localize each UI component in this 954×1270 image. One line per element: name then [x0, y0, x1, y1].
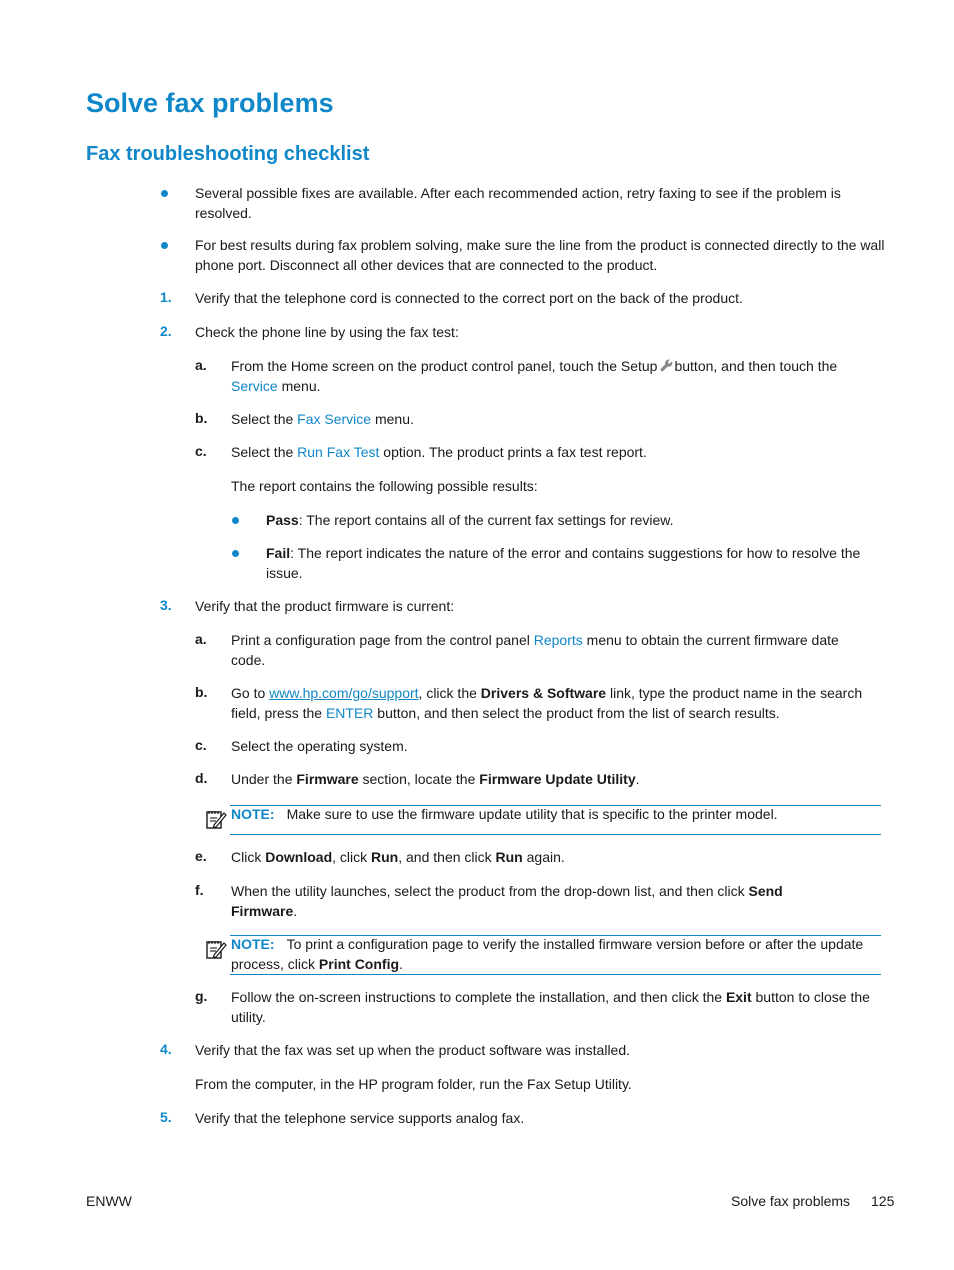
substep-text: Select the operating system. — [231, 738, 408, 754]
text: Select the — [231, 444, 294, 460]
text: menu. — [281, 377, 321, 394]
step-subtext: From the computer, in the HP program folder, run the Fax Setup Utility. — [195, 1076, 632, 1092]
step-text: Check the phone line by using the fax test: — [195, 324, 459, 340]
bold-text: Send Firmware — [231, 883, 783, 919]
substep-letter: e. — [195, 848, 207, 864]
step-number: 1. — [160, 289, 172, 305]
bullet-text: Several possible fixes are available. After each recommended action, retry faxing to see if the problem is resolved. — [195, 185, 841, 221]
text: Print a configuration page from the control panel — [231, 632, 530, 648]
substep-letter: a. — [195, 357, 207, 373]
section-title: Fax troubleshooting checklist — [86, 143, 370, 165]
page-title: Solve fax problems — [86, 88, 334, 118]
note-label: NOTE: — [231, 806, 275, 822]
note-label: NOTE: — [231, 936, 275, 952]
text: button, and then select the product from the list of search results. — [377, 704, 780, 721]
text: option. The product prints a fax test report. — [383, 444, 647, 460]
step-text: Verify that the telephone service supports analog fax. — [195, 1110, 525, 1126]
result-pass — [266, 511, 886, 531]
page-number: 125 — [871, 1193, 895, 1209]
run-fax-test-option: Run Fax Test — [297, 444, 380, 460]
result-fail — [266, 544, 886, 583]
text: : The report contains all of the current fax settings for review. — [298, 512, 674, 528]
substep-letter: a. — [195, 631, 207, 647]
bold-text: Print Config — [318, 955, 400, 972]
substep-letter: f. — [195, 882, 204, 898]
text: To print a configuration page to verify the installed firmware version before or after the update process, click — [231, 936, 864, 972]
text: : The report indicates the nature of the error and contains suggestions for how to resolve the issue. — [266, 545, 861, 581]
text: menu. — [374, 411, 414, 427]
step-text: Verify that the fax was set up when the product software was installed. — [195, 1042, 631, 1058]
text: , click — [332, 849, 368, 865]
text: Go to — [231, 685, 266, 701]
text: , click the — [418, 685, 477, 701]
note-text — [231, 805, 881, 825]
substep-letter: b. — [195, 684, 208, 700]
note-icon — [205, 808, 227, 830]
text: button, and then touch the — [674, 358, 838, 374]
substep-text — [231, 684, 886, 723]
text: When the utility launches, select the product from the drop-down list, and then click — [231, 883, 745, 899]
substep-text — [231, 770, 886, 790]
bold-text: Run — [371, 849, 399, 865]
step-number: 3. — [160, 597, 172, 613]
substep-letter: d. — [195, 770, 208, 786]
substep-letter: g. — [195, 988, 208, 1004]
bold-text: Run — [495, 849, 523, 865]
bold-text: Firmware Update Utility — [479, 771, 636, 787]
bullet-text: For best results during fax problem solving, make sure the line from the product is connected directly to the wall phone port. Disconnect all other devices that are connected to the product. — [195, 237, 885, 273]
fax-service-menu-name: Fax Service — [297, 411, 372, 427]
substep-letter: c. — [195, 737, 207, 753]
step-number: 4. — [160, 1041, 172, 1057]
text: . — [635, 771, 640, 787]
substep-text — [231, 848, 886, 868]
footer-section: Solve fax problems — [731, 1193, 851, 1209]
text: , and then click — [398, 849, 492, 865]
bullet-marker — [161, 190, 168, 197]
step-number: 5. — [160, 1109, 172, 1125]
text: Click — [231, 849, 262, 865]
text: From the Home screen on the product control panel, touch the Setup — [231, 358, 658, 374]
text: . — [399, 955, 403, 972]
text: Make sure to use the firmware update utility that is specific to the printer model. — [286, 806, 778, 822]
bold-text: Firmware — [296, 771, 359, 787]
text: Under the — [231, 771, 293, 787]
report-intro: The report contains the following possible results: — [231, 478, 538, 494]
text: section, locate the — [362, 771, 476, 787]
bold-text: Drivers & Software — [480, 685, 607, 701]
substep-text — [231, 882, 831, 921]
footer-left: ENWW — [86, 1193, 132, 1209]
substep-text — [231, 631, 871, 670]
bullet-marker — [232, 517, 239, 524]
substep-text — [231, 443, 886, 463]
text: Select the — [231, 411, 294, 427]
note-bottom-rule — [230, 974, 881, 975]
substep-text — [231, 410, 886, 430]
bold-text: Download — [265, 849, 333, 865]
substep-text — [231, 988, 876, 1027]
substep-text — [231, 357, 886, 396]
bullet-marker — [232, 550, 239, 557]
step-text: Verify that the product firmware is current: — [195, 598, 455, 614]
substep-letter: b. — [195, 410, 208, 426]
result-label: Fail — [266, 545, 291, 561]
support-link[interactable]: www.hp.com/go/support — [269, 685, 419, 701]
text: button to close the utility. — [231, 989, 870, 1025]
note-bottom-rule — [230, 834, 881, 835]
text: menu to obtain the current firmware date code. — [231, 632, 839, 668]
reports-menu-name: Reports — [533, 632, 583, 648]
note-text — [231, 935, 881, 974]
bold-text: Exit — [725, 989, 752, 1005]
text: again. — [526, 849, 565, 865]
text: link, type the product name in the search field, press the — [231, 685, 863, 721]
step-text: Verify that the telephone cord is connected to the correct port on the back of the product. — [195, 290, 743, 306]
bullet-marker — [161, 242, 168, 249]
text: Follow the on-screen instructions to complete the installation, and then click the — [231, 989, 723, 1005]
substep-letter: c. — [195, 443, 207, 459]
enter-button-name: ENTER — [325, 704, 374, 721]
note-icon — [205, 938, 227, 960]
text: . — [293, 902, 298, 919]
step-number: 2. — [160, 323, 172, 339]
wrench-icon — [660, 359, 673, 372]
result-label: Pass — [266, 512, 299, 528]
service-menu-name: Service — [231, 377, 278, 394]
